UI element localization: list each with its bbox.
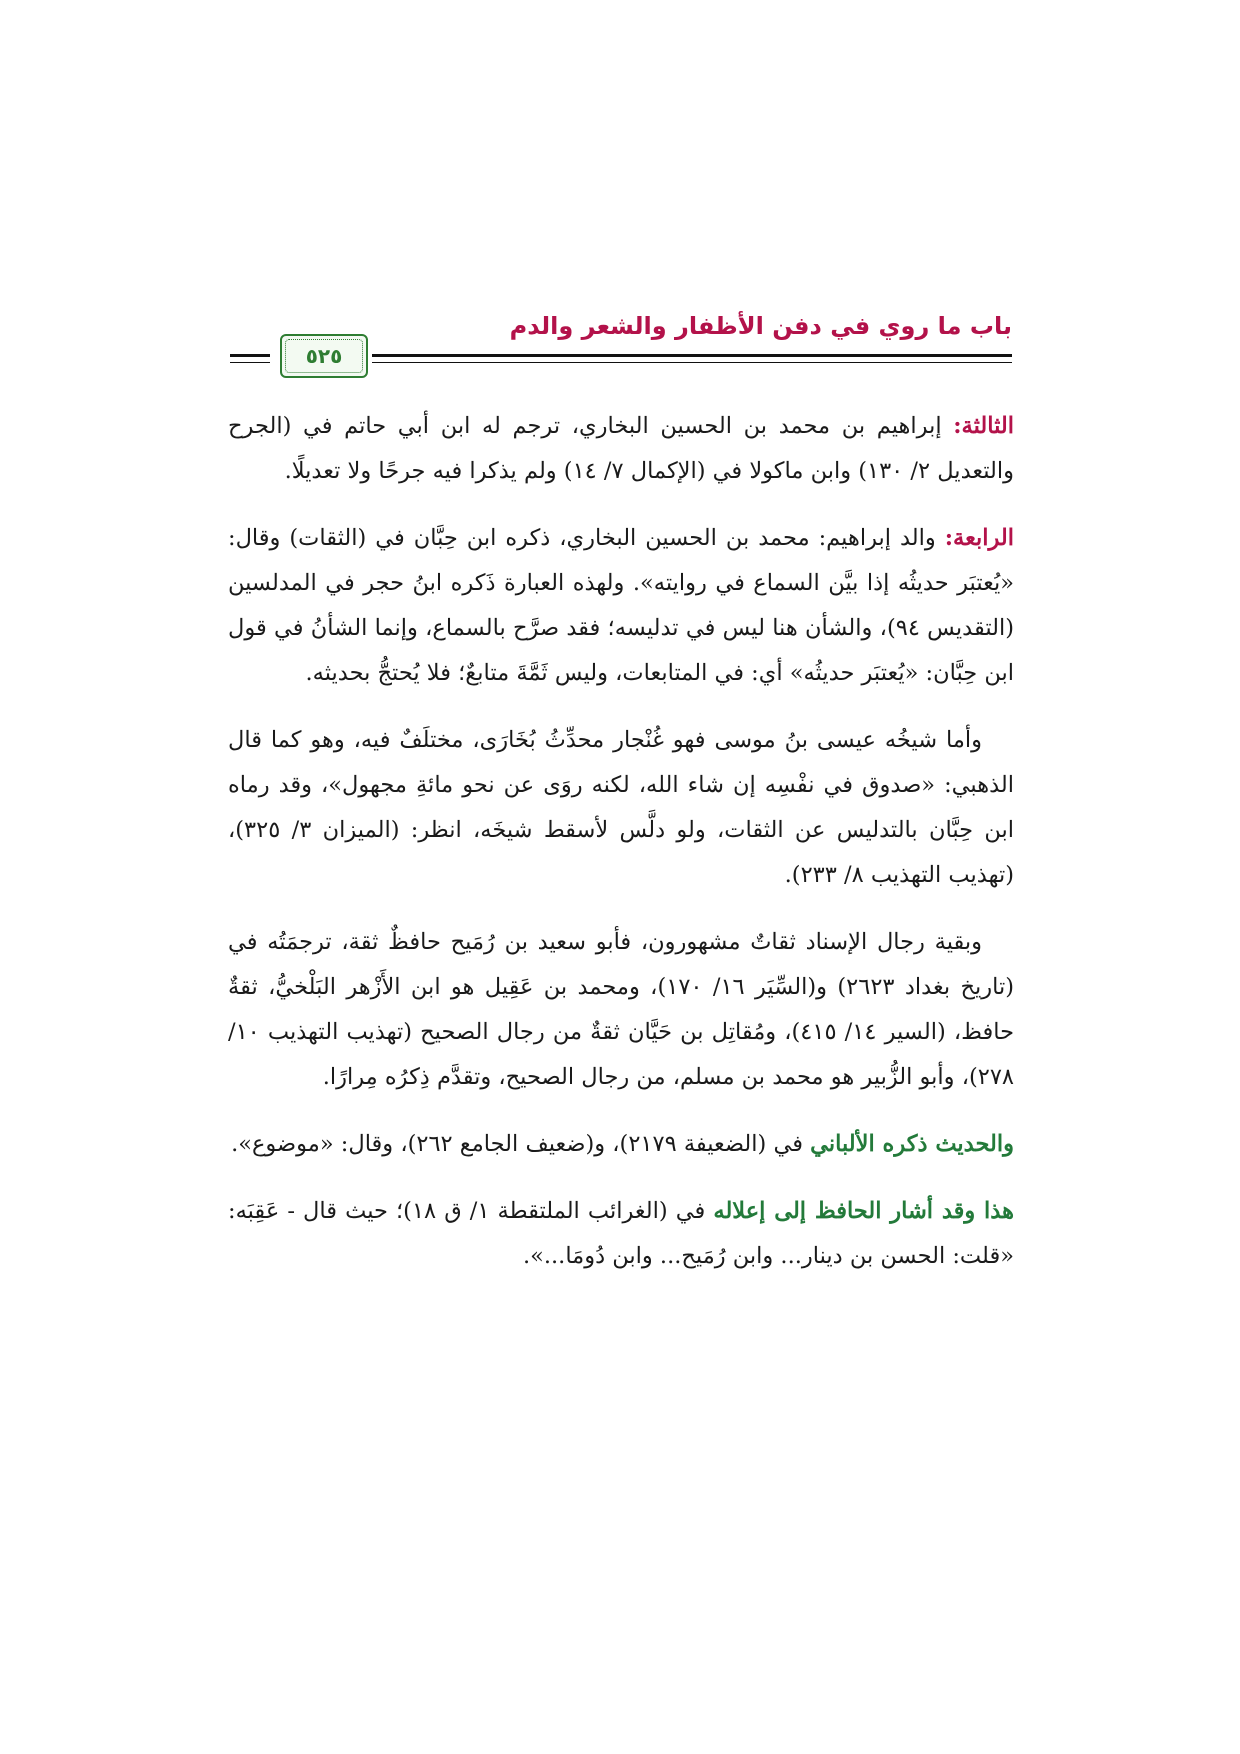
header-rule-left — [230, 354, 270, 357]
paragraph-text: وبقية رجال الإسناد ثقاتٌ مشهورون، فأبو سعيد بن رُمَيح حافظٌ ثقة، ترجمَتُه في (تاريخ بغداد ٢٦٢٣) و(السِّيَر ١٦/ ١٧٠)، ومحمد بن عَقِيل هو ابن الأَزْهر البَلْخيُّ، ثقةٌ حافظ، (السير ١٤/ ٤١٥)، ومُقاتِل بن حَيَّان ثقةٌ من رجال الصحيح (تهذيب التهذيب ١٠/ ٢٧٨)، وأبو الزُّبير هو محمد بن مسلم، من رجال الصحيح، وتقدَّم ذِكرُه مِرارًا. — [228, 929, 1014, 1090]
paragraph-text: والد إبراهيم: محمد بن الحسين البخاري، ذكره ابن حِبَّان في (الثقات) وقال: «يُعتبَر حديثُه إذا بيَّن السماع في روايته». ولهذه العبارة ذَكره ابنُ حجر في المدلسين (التقديس ٩٤)، والشأن هنا ليس في تدليسه؛ فقد صرَّح بالسماع، وإنما الشأنُ في قول ابن حِبَّان: «يُعتبَر حديثُه» أي: في المتابعات، وليس ثَمَّةَ متابعٌ؛ فلا يُحتجُّ بحديثه. — [228, 525, 1014, 686]
page-body — [228, 404, 1014, 1301]
lead-label: والحديث ذكره الألباني — [810, 1131, 1014, 1157]
lead-label: هذا وقد أشار الحافظ إلى إعلاله — [713, 1198, 1014, 1224]
lead-label: الثالثة: — [953, 413, 1014, 439]
page-number: ٥٢٥ — [305, 344, 343, 368]
header-rule — [372, 354, 1012, 357]
paragraph-narrators — [228, 920, 1014, 1100]
paragraph-text: وأما شيخُه عيسى بنُ موسى فهو غُنْجار محدِّثُ بُخَارَى، مختلَفٌ فيه، وهو كما قال الذهبي: «صدوق في نفْسِه إن شاء الله، لكنه روَى عن نحو مائةِ مجهول»، وقد رماه ابن حِبَّان بالتدليس عن الثقات، ولو دلَّس لأسقط شيخَه، انظر: (الميزان ٣/ ٣٢٥)، (تهذيب التهذيب ٨/ ٢٣٣). — [228, 727, 1014, 888]
paragraph-text: في (الغرائب الملتقطة ١/ ق ١٨)؛ حيث قال - عَقِبَه: «قلت: الحسن بن دينار... وابن رُمَيح... وابن دُومَا...». — [228, 1198, 1014, 1269]
header-rule-left-thin — [230, 362, 270, 363]
paragraph-albani — [228, 1122, 1014, 1167]
page-number-badge — [280, 334, 368, 378]
page-header — [230, 312, 1012, 396]
paragraph-text: إبراهيم بن محمد بن الحسين البخاري، ترجم له ابن أبي حاتم في (الجرح والتعديل ٢/ ١٣٠) وابن ماكولا في (الإكمال ٧/ ١٤) ولم يذكرا فيه جرحًا ولا تعديلًا. — [228, 413, 1014, 484]
paragraph-sheikh — [228, 718, 1014, 898]
paragraph-fourth — [228, 516, 1014, 696]
paragraph-text: في (الضعيفة ٢١٧٩)، و(ضعيف الجامع ٢٦٢)، وقال: «موضوع». — [231, 1131, 811, 1157]
paragraph-hafiz — [228, 1189, 1014, 1279]
lead-label: الرابعة: — [944, 525, 1014, 551]
running-title: باب ما روي في دفن الأظفار والشعر والدم — [509, 312, 1012, 340]
header-rule-thin — [372, 362, 1012, 363]
paragraph-third — [228, 404, 1014, 494]
